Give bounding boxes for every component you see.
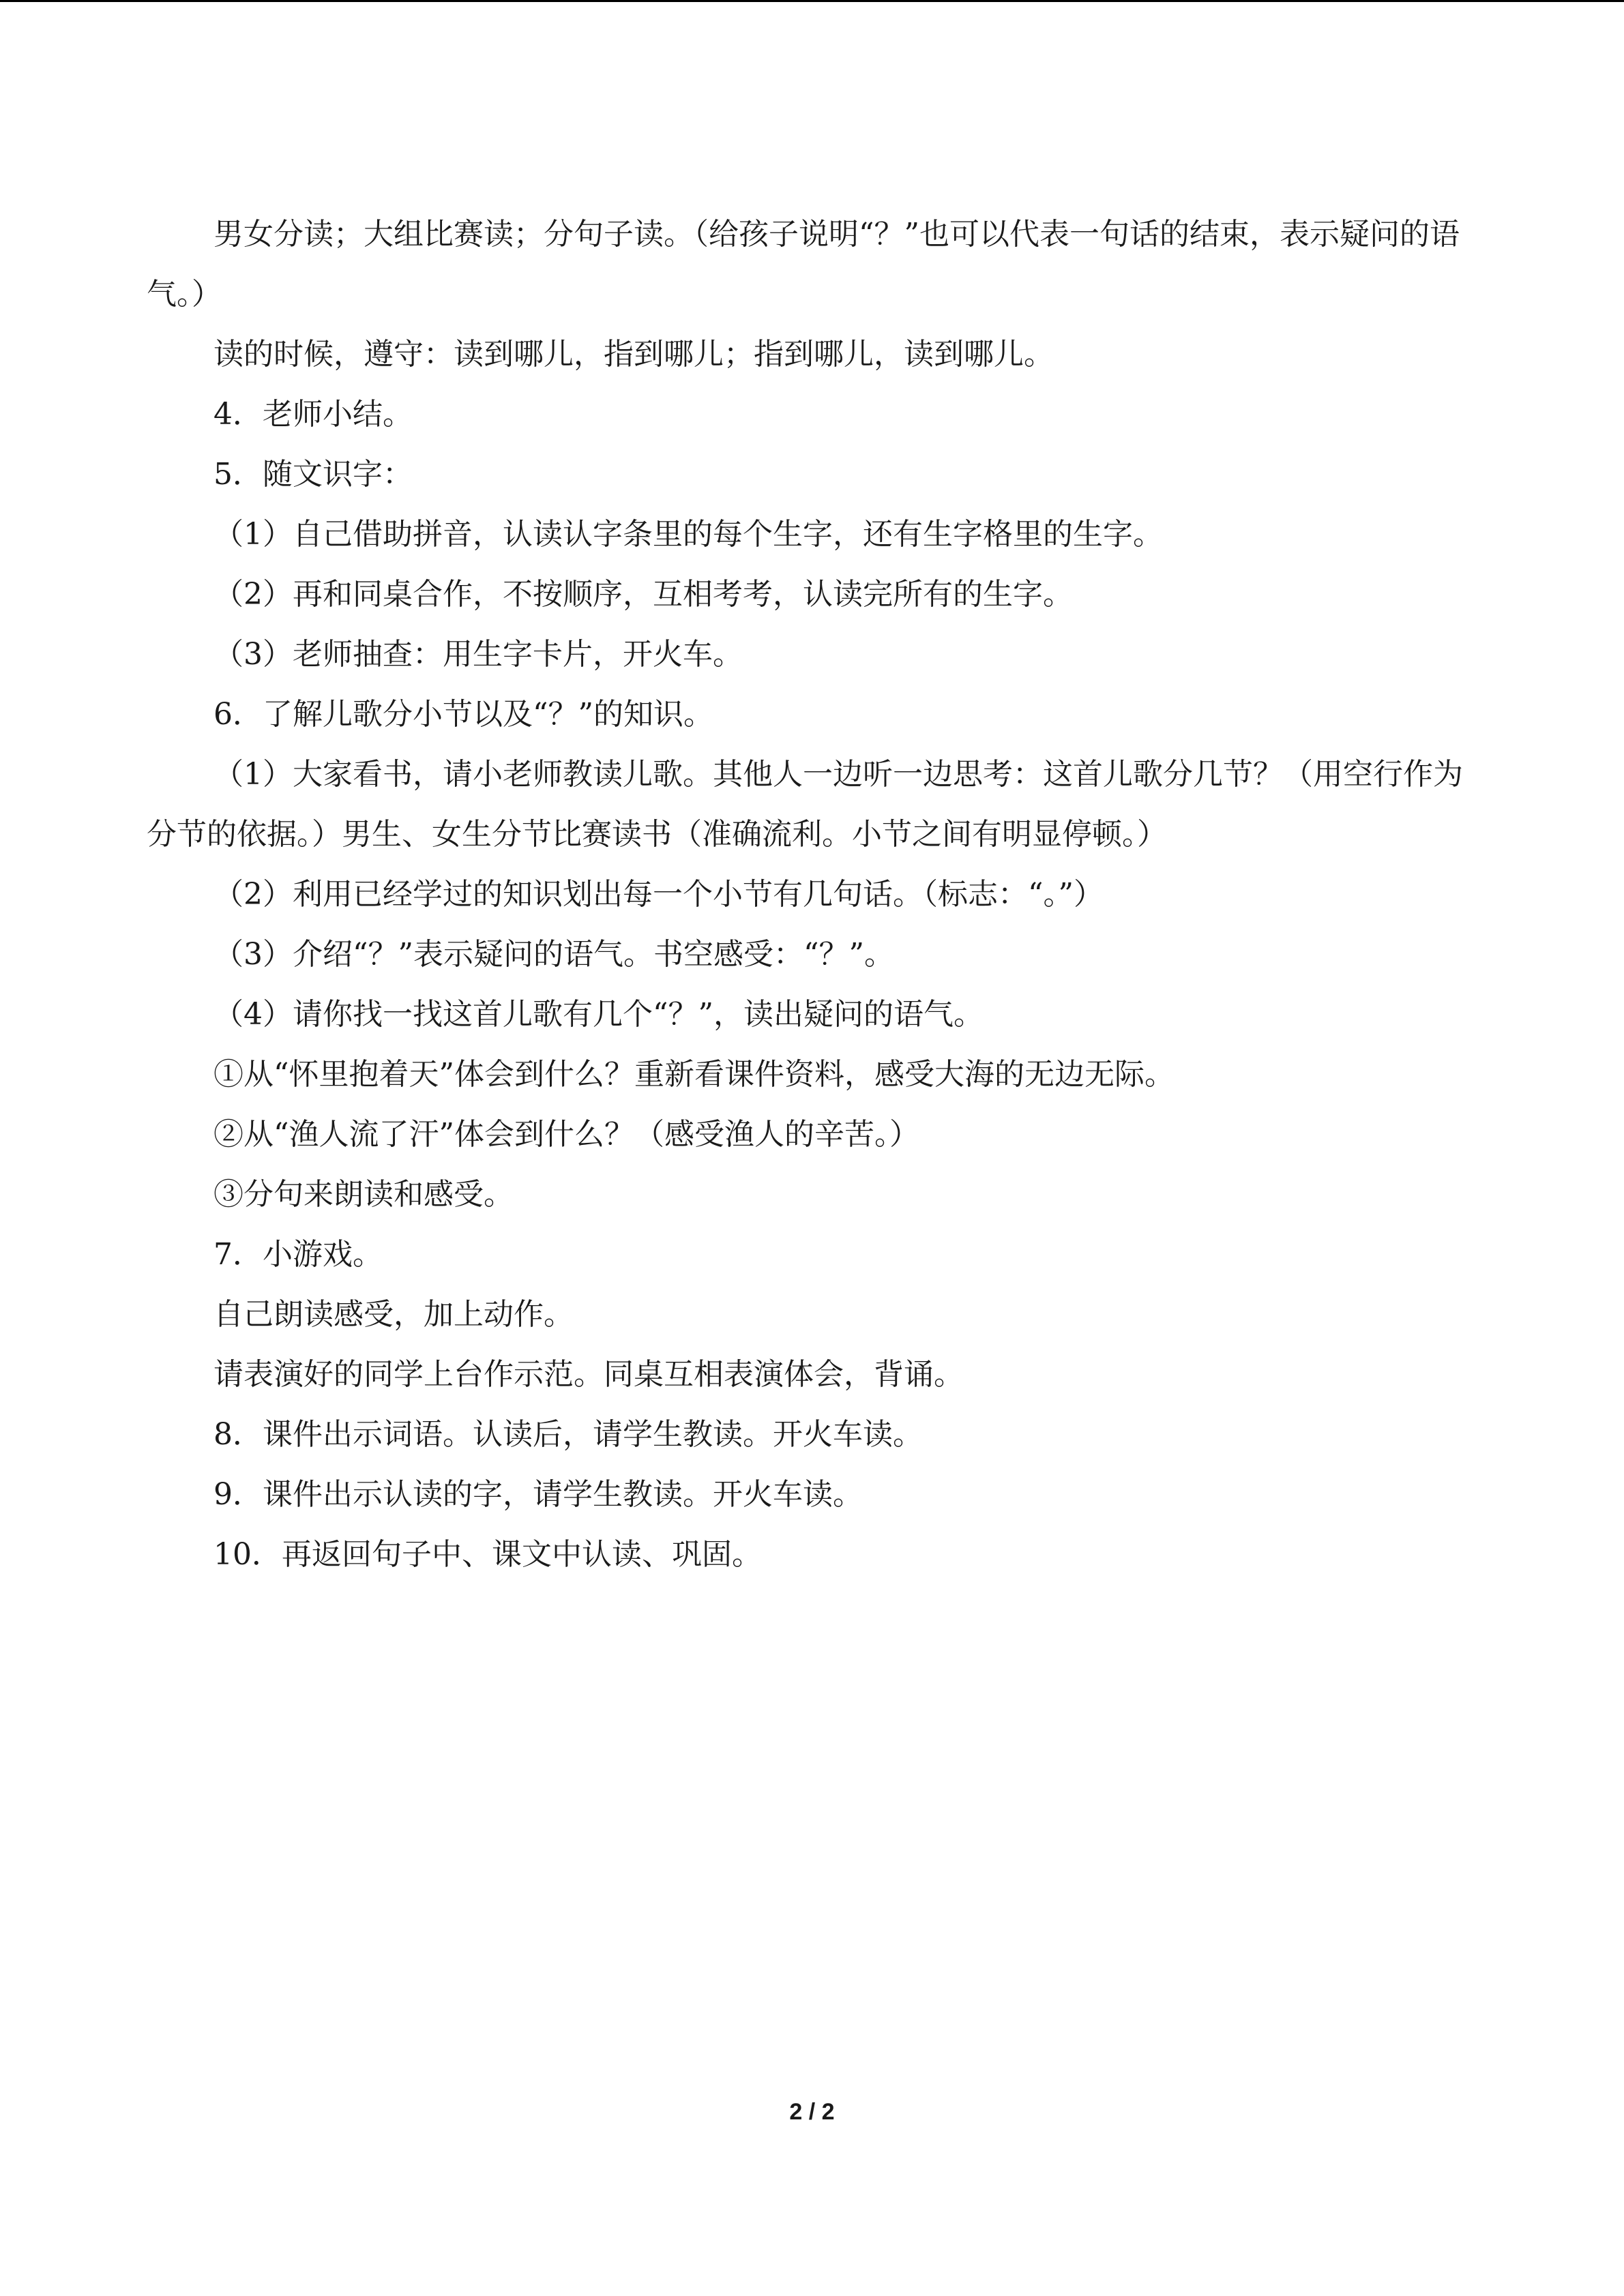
document-body	[147, 205, 1473, 1585]
paragraph-reading-methods: 男女分读；大组比赛读；分句子读。（给孩子说明“？”也可以代表一句话的结束，表示疑问的语气。）	[147, 217, 1460, 312]
paragraph-step-9: 9．课件出示认读的字，请学生教读。开火车读。	[213, 1477, 863, 1512]
paragraph-reading-rule: 读的时候，遵守：读到哪儿，指到哪儿；指到哪儿，读到哪儿。	[213, 337, 1054, 372]
page-number: 2 / 2	[789, 2099, 835, 2125]
paragraph-step-5-3: （3）老师抽查：用生字卡片，开火车。	[213, 637, 743, 672]
paragraph-step-5-1: （1）自己借助拼音，认读认字条里的每个生字，还有生字格里的生字。	[213, 517, 1163, 552]
paragraph-step-7: 7．小游戏。	[213, 1237, 383, 1272]
paragraph-step-6-3: （3）介绍“？”表示疑问的语气。书空感受：“？”。	[213, 937, 894, 972]
paragraph-circled-2: ②从“渔人流了汗”体会到什么？（感受渔人的辛苦。）	[213, 1117, 919, 1152]
paragraph-step-4: 4．老师小结。	[213, 397, 413, 432]
paragraph-game-demo: 请表演好的同学上台作示范。同桌互相表演体会，背诵。	[213, 1357, 964, 1392]
paragraph-step-10: 10．再返回句子中、课文中认读、巩固。	[213, 1537, 762, 1572]
paragraph-game-read: 自己朗读感受，加上动作。	[213, 1297, 574, 1332]
top-border-line	[0, 0, 1624, 2]
paragraph-step-5: 5．随文识字：	[213, 457, 413, 492]
paragraph-step-6-4: （4）请你找一找这首儿歌有几个“？”，读出疑问的语气。	[213, 997, 984, 1032]
paragraph-circled-1: ①从“怀里抱着天”体会到什么？重新看课件资料，感受大海的无边无际。	[213, 1057, 1175, 1092]
paragraph-step-8: 8．课件出示词语。认读后，请学生教读。开火车读。	[213, 1417, 923, 1452]
paragraph-step-6: 6．了解儿歌分小节以及“？”的知识。	[213, 697, 713, 732]
paragraph-step-5-2: （2）再和同桌合作，不按顺序，互相考考，认读完所有的生字。	[213, 577, 1073, 612]
paragraph-step-6-2: （2）利用已经学过的知识划出每一个小节有几句话。（标志：“。”）	[213, 877, 1104, 912]
paragraph-step-6-1: （1）大家看书，请小老师教读儿歌。其他人一边听一边思考：这首儿歌分几节？（用空行作为分节的依据。）男生、女生分节比赛读书（准确流利。小节之间有明显停顿。）	[147, 757, 1463, 852]
paragraph-circled-3: ③分句来朗读和感受。	[213, 1177, 514, 1212]
